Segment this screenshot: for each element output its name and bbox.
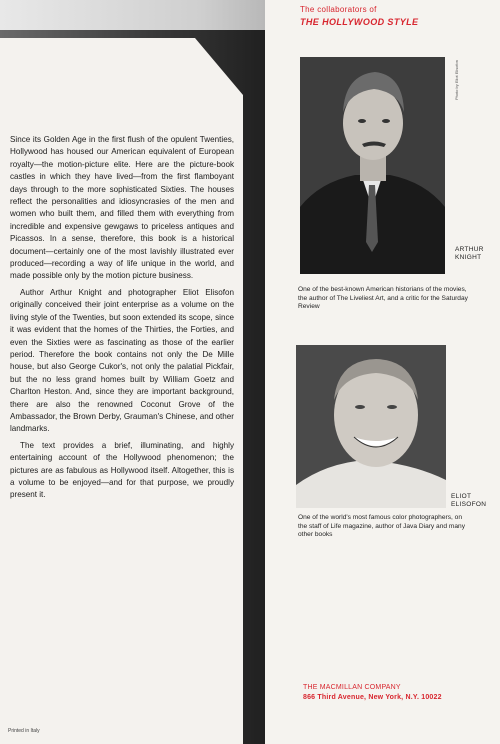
name-last: ELISOFON	[451, 501, 487, 508]
description-paragraph-2: Author Arthur Knight and photographer Eliot Elisofon originally conceived their joint enterprise as a volume on the living style of the Twenties, but soon extended its scope, since it was evident that the homes of the Thirties, the Forties, and even the Sixties were as fascinating as those of the earlier period. Therefore the book contains not only the De Mille house, but also George Cukor's, not only the palatial Pickfair, but the no less grand homes built by William Goetz and Charlton Heston. And, since they are important background, there are also the renowned Coconut Grove of the Ambassador, the Brown Derby, Grauman's Chinese, and other landmarks.	[10, 287, 234, 434]
eliot-elisofon-caption: One of the world's most famous color photographers, on the staff of Life magazine, author of Java Diary and many other books	[298, 514, 466, 539]
flap-description	[10, 134, 234, 506]
eliot-elisofon-name	[451, 493, 486, 509]
publisher-name: THE MACMILLAN COMPANY	[303, 684, 401, 691]
collaborators-subheading: The collaborators of	[300, 5, 377, 14]
name-first: ARTHUR	[455, 246, 484, 253]
arthur-knight-name	[455, 246, 484, 262]
portrait-1-image	[300, 57, 445, 274]
book-title-heading: THE HOLLYWOOD STYLE	[300, 17, 419, 27]
description-paragraph-1: Since its Golden Age in the first flush of the opulent Twenties, Hollywood has housed our American equivalent of European royalty—the motion-picture elite. Here are the picture-book castles in which they have lived—from the first flamboyant days through to the more sophisticated Sixties. The houses reflect the personalities and idiosyncrasies of the men and women who built them, and filled them with everything from incredible and expensive gewgaws to priceless antiques and Picassos. In a sense, therefore, this book is a historical document—certainly one of the most lavishly illustrated ever produced—recording a way of life unique in the world, and made possible only by the motion picture business.	[10, 135, 234, 281]
portrait-2-image	[296, 345, 446, 508]
publisher-address: 866 Third Avenue, New York, N.Y. 10022	[303, 694, 442, 701]
printed-in-label: Printed in Italy	[8, 728, 40, 734]
publisher-block	[303, 683, 442, 703]
arthur-knight-photo	[300, 57, 445, 274]
name-first: ELIOT	[451, 493, 472, 500]
arthur-knight-caption: One of the best-known American historians of the movies, the author of The Liveliest Art, and a critic for the Saturday Review	[298, 286, 468, 311]
description-paragraph-3: The text provides a brief, illuminating, and highly entertaining account of the Hollywood phenomenon; the pictures are as fabulous as Hollywood itself. Altogether, this is a volume to be enjoyed—and for that purpose, we proudly present it.	[10, 440, 234, 500]
photo-credit: Photo by Eliot Elisofon	[454, 60, 459, 101]
eliot-elisofon-photo	[296, 345, 446, 508]
name-last: KNIGHT	[455, 254, 482, 261]
